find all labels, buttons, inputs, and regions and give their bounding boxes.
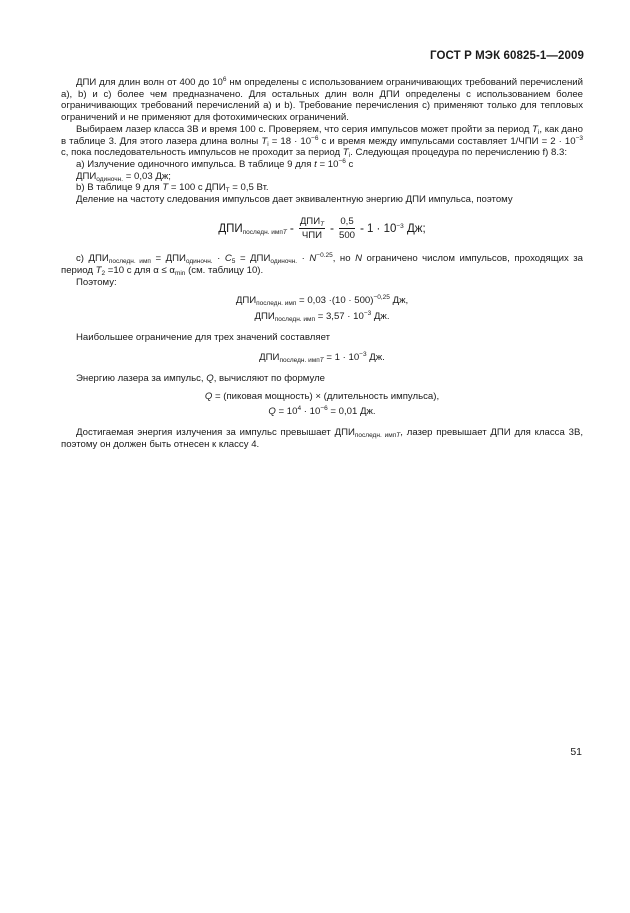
fraction-dpi-over-chpi: $\frac{ДПИ_T}{\text{ЧПИ}}$ (299, 215, 325, 242)
paragraph-conclusion: Достигаемая энергия излучения за импульс превышает $ДПИ_{последн. импT}$, лазер превышает ДПИ для класса 3В, поэтому он должен быть отнесен к классу 4. (61, 427, 584, 450)
page-number: 51 (570, 746, 582, 758)
paragraph-2: Выбираем лазер класса 3В и время 100 с. Проверяем, что серия импульсов может пройти за период $T_i$, как дано в таблице 3. Для этого лазера длина волны $T_i = 18 \cdot 10^{-6}$ с и время между импульсами составляет $1/ЧПИ = 2 \cdot 10^{-3}$ с, пока последовательность импульсов не проходит за период $T_i$. Следующая процедура по перечислению f) 8.3: (61, 123, 583, 160)
list-item-dpi-single: $ДПИ_{одиночн.} = 0,03$ Дж; (76, 170, 171, 183)
formula-3: $ДПИ_{последн. имп} = 3,57 \cdot 10^{-3}$ Дж. (254, 309, 390, 323)
paragraph-therefore: Поэтому: (76, 276, 117, 288)
document-header: ГОСТ Р МЭК 60825-1—2009 (430, 50, 584, 62)
paragraph-energy: Энергию лазера за импульс, Q, вычисляют по формуле (76, 373, 326, 385)
list-item-b: b) В таблице 9 для T = 100 с $ДПИ_T = 0,5$ Вт. (76, 182, 269, 195)
paragraph-max-limit: Наибольшее ограничение для трех значений составляет (76, 331, 330, 343)
paragraph-1: ДПИ для длин волн от 400 до $10^6$ нм определены с использованием ограничивающих требований перечислений а), b) и с) более чем предназначено. Для остальных длин волн ДПИ определены с использованием более ограничивающих требований перечислений а) и b). Требование перечисления с) применяют только для тепловых ограничений и не применяют для фотохимических ограничений. (61, 76, 583, 124)
fraction-values: $\frac{0,5}{500}$ (339, 215, 356, 242)
formula-5: Q = (пиковая мощность) × (длительность импульса), (204, 390, 440, 402)
formula-2: $ДПИ_{последн. имп} = 0,03 \cdot(10 \cdot 500)^{-0,25}$ Дж, (235, 294, 409, 308)
list-item-a: a) Излучение одиночного импульса. В таблице 9 для $t = 10^{-6}$ с (76, 157, 354, 170)
formula-6: $Q = 10^4 \cdot 10^{-6} = 0,01$ Дж. (268, 405, 376, 418)
paragraph-3: Деление на частоту следования импульсов дает эквивалентную энергию ДПИ импульса, поэтому (76, 194, 513, 206)
formula-1: $ДПИ_{последн. импT}$ = $\frac{ДПИ_T}{\text{ЧПИ}}$ = $\frac{0,5}{500}$ = $1 \cdot 10^{-3}$ Дж; (218, 215, 426, 242)
document-body (61, 77, 583, 451)
formula-4: $ДПИ_{последн. импT} = 1 \cdot 10^{-3}$ Дж. (259, 351, 385, 365)
list-item-c: c) $ДПИ_{последн. имп} = ДПИ_{одиночн.} \cdot C_5 = ДПИ_{одиночн.} \cdot N^{-0.25}$, но N ограничено числом импульсов, проходящих за период $T_2 =10$ с для $\alpha \le \alpha_{min}$ (см. таблицу 10). (61, 252, 584, 277)
